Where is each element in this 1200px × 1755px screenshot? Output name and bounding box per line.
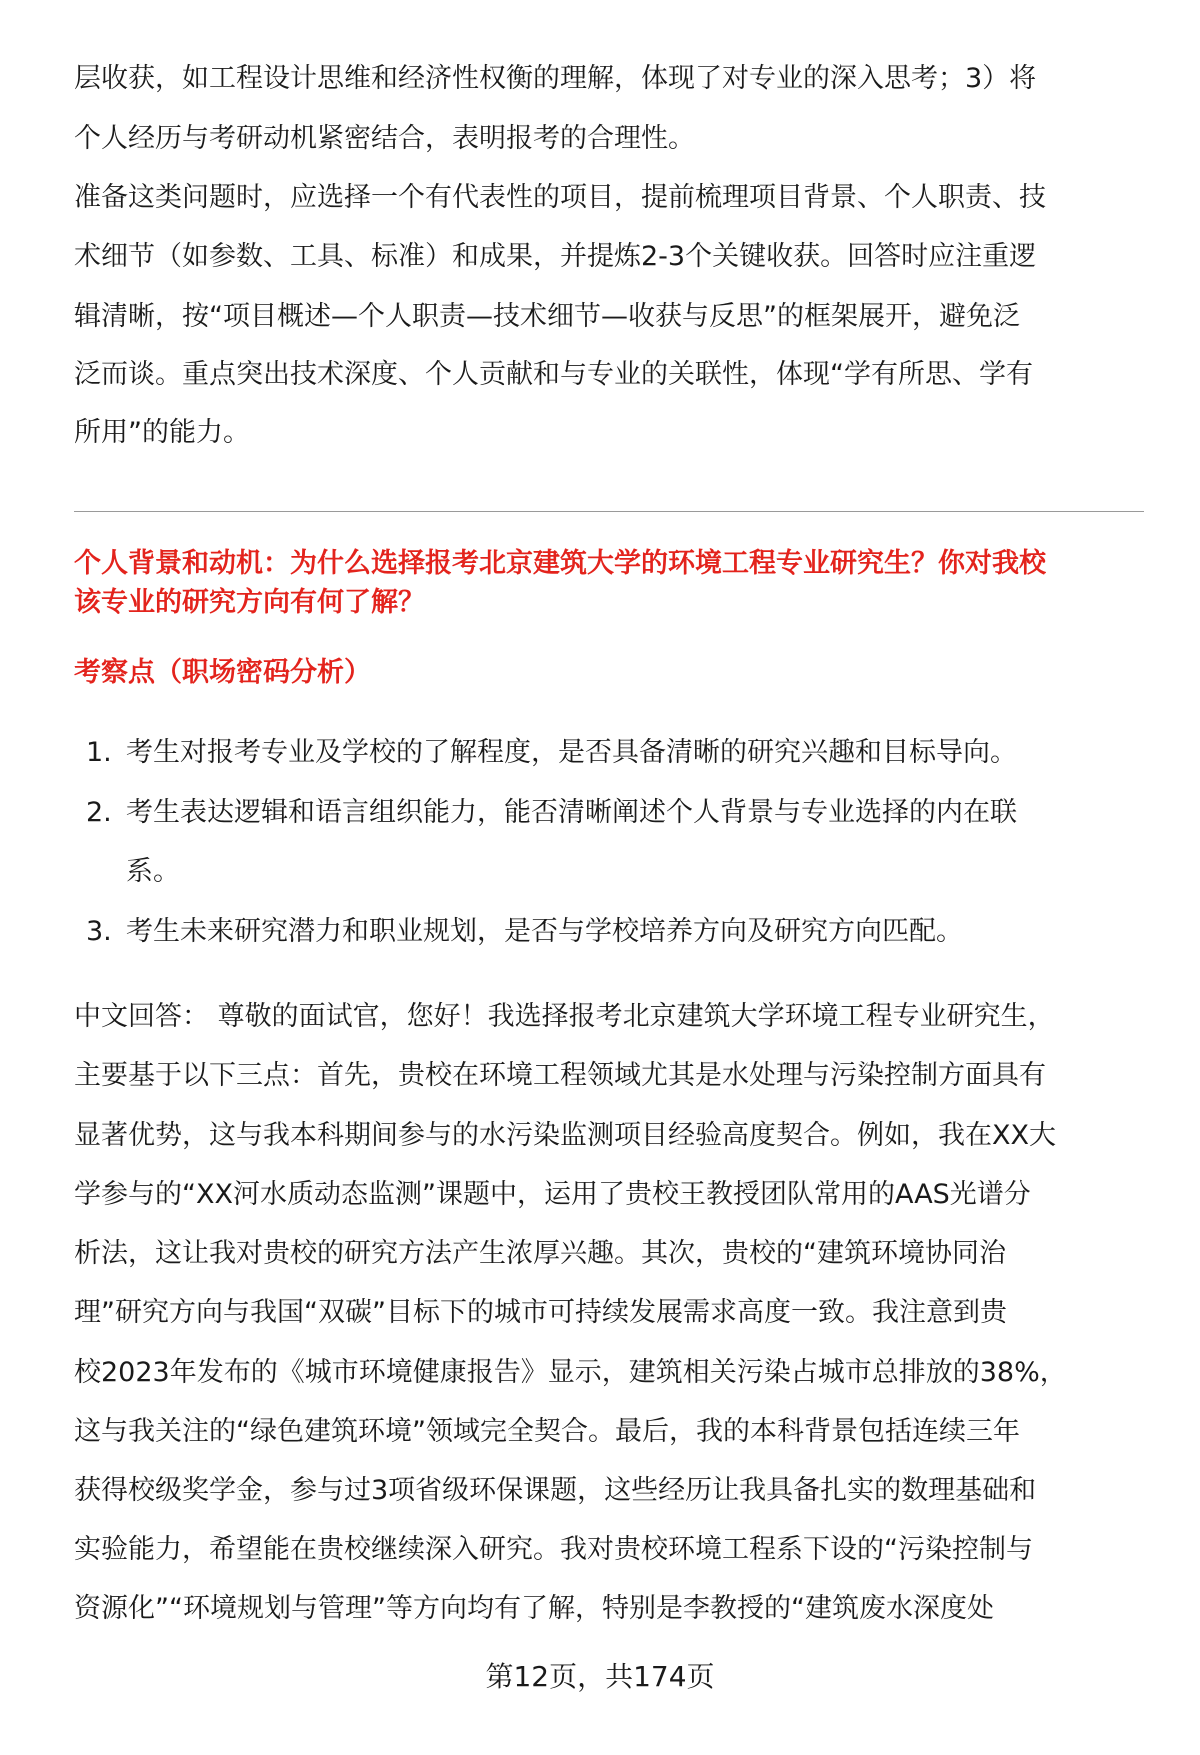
- text-line: 资源化”“环境规划与管理”等方向均有了解，特别是李教授的“建筑废水深度处: [74, 1593, 994, 1624]
- list-text: 考生未来研究潜力和职业规划，是否与学校培养方向及研究方向匹配。: [126, 916, 963, 947]
- text-line: 校2023年发布的《城市环境健康报告》显示，建筑相关污染占城市总排放的38%，: [74, 1357, 1067, 1388]
- text-line: 主要基于以下三点：首先，贵校在环境工程领域尤其是水处理与污染控制方面具有: [74, 1060, 1046, 1091]
- text-line: 术细节（如参数、工具、标准）和成果，并提炼2-3个关键收获。回答时应注重逻: [74, 241, 1037, 272]
- text-line: 辑清晰，按“项目概述—个人职责—技术细节—收获与反思”的框架展开，避免泛: [74, 301, 1020, 332]
- text-line: 泛而谈。重点突出技术深度、个人贡献和与专业的关联性，体现“学有所思、学有: [74, 359, 1033, 390]
- text-line: 中文回答： 尊敬的面试官，您好！我选择报考北京建筑大学环境工程专业研究生，: [74, 1001, 1055, 1032]
- text-line: 个人经历与考研动机紧密结合，表明报考的合理性。: [74, 123, 695, 154]
- list-number: 2.: [86, 797, 112, 828]
- text-line: 这与我关注的“绿色建筑环境”领域完全契合。最后，我的本科背景包括连续三年: [74, 1416, 1020, 1447]
- list-number: 1.: [86, 737, 112, 768]
- list-number: 3.: [86, 916, 112, 947]
- text-line: 准备这类问题时，应选择一个有代表性的项目，提前梳理项目背景、个人职责、技: [74, 182, 1046, 213]
- key-points-heading: 考察点（职场密码分析）: [74, 657, 371, 688]
- text-line: 学参与的“XX河水质动态监测”课题中，运用了贵校王教授团队常用的AAS光谱分: [74, 1179, 1031, 1210]
- list-text: 考生表达逻辑和语言组织能力，能否清晰阐述个人背景与专业选择的内在联: [126, 797, 1017, 828]
- section-divider: [74, 511, 1144, 512]
- question-line: 该专业的研究方向有何了解？: [74, 587, 425, 618]
- text-line: 析法，这让我对贵校的研究方法产生浓厚兴趣。其次，贵校的“建筑环境协同治: [74, 1238, 1006, 1269]
- text-line: 层收获，如工程设计思维和经济性权衡的理解，体现了对专业的深入思考；3）将: [74, 63, 1037, 94]
- text-line: 获得校级奖学金，参与过3项省级环保课题，这些经历让我具备扎实的数理基础和: [74, 1475, 1037, 1506]
- text-line: 所用”的能力。: [74, 417, 250, 448]
- page-number: 第12页，共174页: [485, 1660, 715, 1693]
- question-line: 个人背景和动机：为什么选择报考北京建筑大学的环境工程专业研究生？你对我校: [74, 548, 1046, 579]
- list-text: 考生对报考专业及学校的了解程度，是否具备清晰的研究兴趣和目标导向。: [126, 737, 1017, 768]
- text-line: 显著优势，这与我本科期间参与的水污染监测项目经验高度契合。例如，我在XX大: [74, 1120, 1056, 1151]
- text-line: 理”研究方向与我国“双碳”目标下的城市可持续发展需求高度一致。我注意到贵: [74, 1297, 1007, 1328]
- text-line: 实验能力，希望能在贵校继续深入研究。我对贵校环境工程系下设的“污染控制与: [74, 1534, 1033, 1565]
- list-text: 系。: [126, 856, 180, 887]
